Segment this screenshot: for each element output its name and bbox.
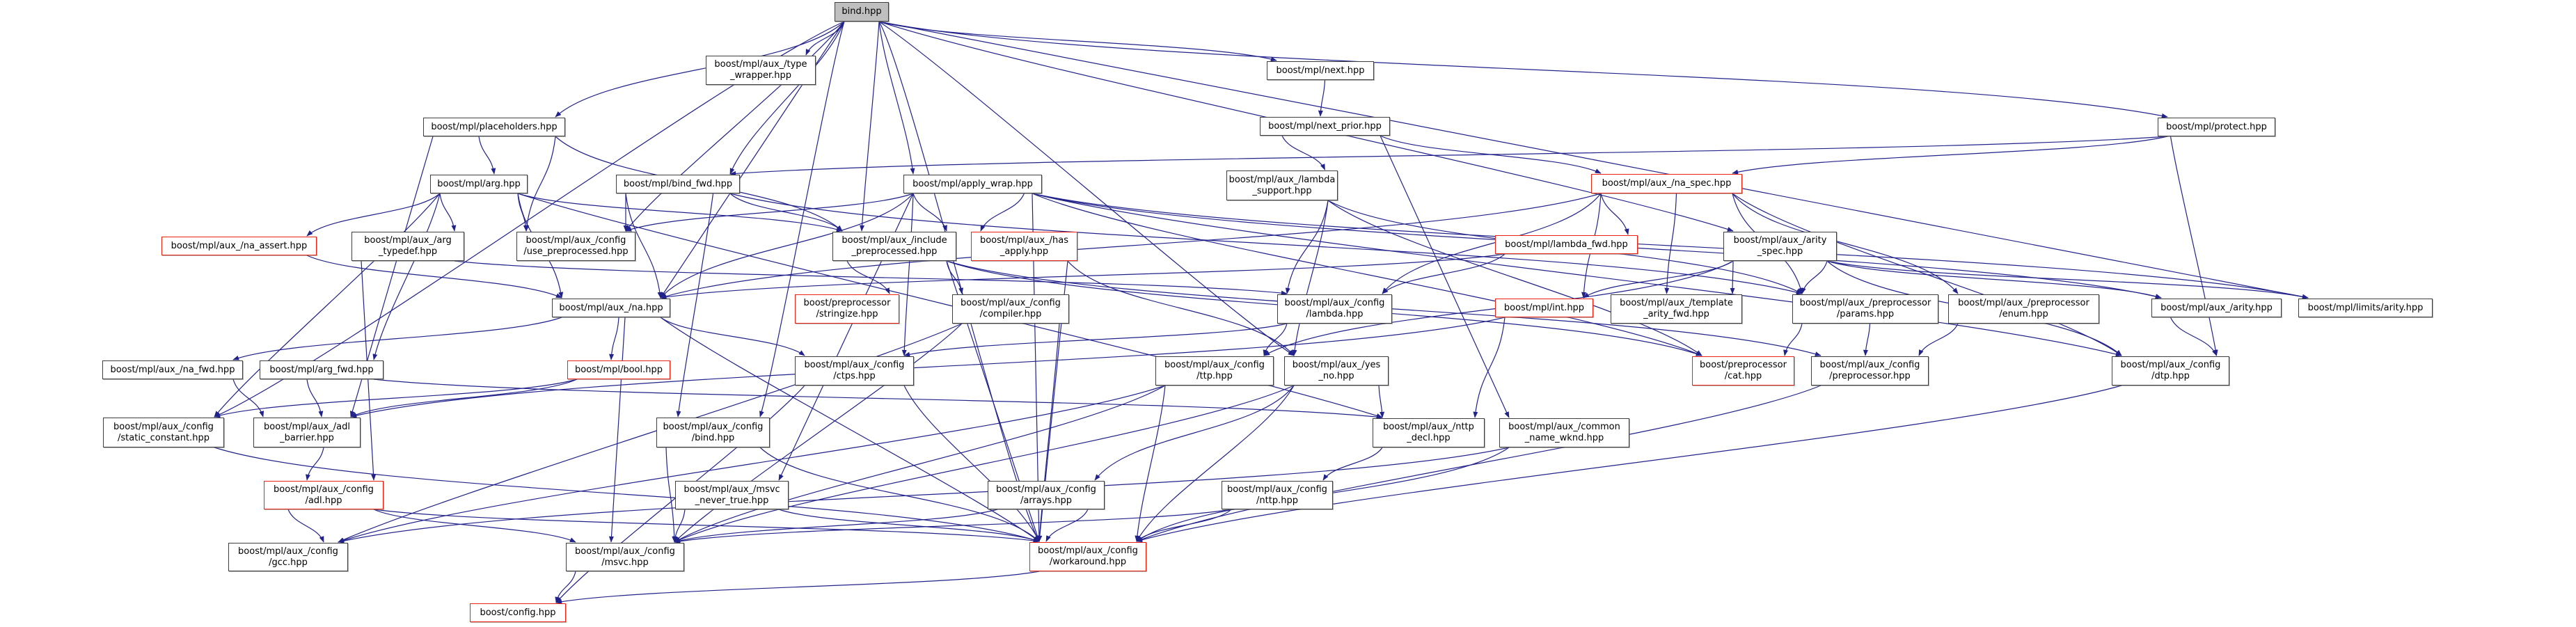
graph-node-limits_arity <box>2298 299 2433 317</box>
include-edge-yes_no-to-msvc <box>674 386 1294 542</box>
graph-node-label: boost/mpl/aux_/config <box>1164 360 1265 371</box>
graph-node-label: boost/mpl/aux_/preprocessor <box>1958 298 2089 309</box>
include-edge-arg-to-arg_fwd <box>374 193 440 360</box>
graph-node-label: boost/mpl/aux_/na_assert.hpp <box>171 240 308 251</box>
include-edge-params-to-config_preprocessor <box>1865 324 1870 356</box>
graph-node-common_name_wknd <box>1499 418 1629 447</box>
include-edge-na_assert-to-na <box>307 255 562 298</box>
graph-node-label: boost/mpl/aux_/config <box>2120 360 2221 371</box>
graph-node-label: boost/mpl/aux_/nttp <box>1383 422 1474 433</box>
graph-node-enum <box>1948 294 2099 324</box>
graph-node-label: boost/mpl/aux_/config <box>238 546 338 557</box>
include-edge-dtp-to-workaround <box>1137 386 2121 541</box>
include-edge-next_prior-to-lambda_support <box>1282 136 1325 170</box>
graph-node-ttp <box>1155 356 1274 386</box>
graph-node-template_arity_fwd <box>1611 294 1742 324</box>
include-edge-apply_wrap-to-ctps <box>904 193 913 356</box>
graph-node-label: _spec.hpp <box>1757 246 1803 257</box>
include-edge-yes_no-to-nttp_decl <box>1379 386 1382 418</box>
graph-node-msvc <box>566 543 684 571</box>
include-edge-workaround-to-config <box>556 571 1039 603</box>
include-edge-next-to-next_prior <box>1320 80 1325 116</box>
graph-node-label: /ttp.hpp <box>1196 371 1233 381</box>
graph-node-label: _support.hpp <box>1252 185 1312 196</box>
graph-node-label: _preprocessed.hpp <box>851 246 938 257</box>
graph-node-label: _apply.hpp <box>999 246 1049 257</box>
graph-node-params <box>1792 294 1938 324</box>
graph-node-label: /cat.hpp <box>1724 371 1762 381</box>
graph-node-na <box>552 299 670 317</box>
graph-node-ctps <box>795 356 914 386</box>
graph-node-label: boost/mpl/apply_wrap.hpp <box>912 178 1033 189</box>
graph-node-has_apply[interactable] <box>971 232 1077 261</box>
graph-node-label: /ctps.hpp <box>833 371 876 381</box>
graph-node-label: /preprocessor.hpp <box>1829 371 1911 381</box>
graph-node-na_fwd <box>102 360 243 379</box>
graph-node-label: /msvc.hpp <box>601 557 649 568</box>
graph-node-adl_barrier <box>253 418 361 447</box>
include-edge-config_bind-to-msvc <box>666 447 674 542</box>
include-edge-config_lambda-to-ttp <box>1264 324 1287 356</box>
include-edge-na-to-msvc <box>611 317 625 542</box>
graph-node-label: boost/mpl/aux_/config <box>1227 484 1327 495</box>
graph-node-msvc_never_true <box>675 481 789 509</box>
graph-node-label: /enum.hpp <box>1999 309 2048 319</box>
include-edge-arrays-to-workaround <box>1046 509 1088 541</box>
graph-node-protect <box>2158 118 2275 136</box>
graph-node-lambda_support <box>1226 170 1338 200</box>
graph-node-label: boost/config.hpp <box>480 607 556 618</box>
graph-node-nttp <box>1222 481 1333 509</box>
graph-node-next <box>1267 61 1374 80</box>
graph-node-label: boost/mpl/aux_/na_fwd.hpp <box>110 364 235 375</box>
graph-node-label: _decl.hpp <box>1407 433 1451 443</box>
graph-node-label: boost/mpl/aux_/adl <box>264 421 350 432</box>
include-edge-bind-to-use_preprocessed <box>623 22 844 231</box>
graph-node-label: /workaround.hpp <box>1049 557 1127 567</box>
graph-node-label: /nttp.hpp <box>1256 495 1298 506</box>
graph-node-placeholders <box>423 118 565 136</box>
graph-node-label: boost/mpl/aux_/common <box>1508 422 1620 433</box>
graph-node-label: /adl.hpp <box>305 495 342 506</box>
graph-node-label: _arity_fwd.hpp <box>1643 309 1709 319</box>
include-edge-bool-to-adl_barrier <box>351 379 577 417</box>
graph-node-label: boost/mpl/arg_fwd.hpp <box>269 364 374 375</box>
include-edge-bind-to-apply_wrap <box>879 22 913 174</box>
graph-node-dtp <box>2112 356 2229 386</box>
graph-node-bool[interactable] <box>567 360 670 379</box>
include-edge-apply_wrap-to-has_apply <box>981 193 1025 231</box>
graph-node-compiler <box>952 294 1069 324</box>
graph-node-label: boost/mpl/bool.hpp <box>575 364 663 375</box>
graph-node-label: boost/mpl/aux_/config <box>575 546 675 557</box>
include-edge-apply_wrap-to-include_preprocessed <box>913 193 947 231</box>
include-edge-na_spec-to-lambda_fwd <box>1601 193 1628 235</box>
graph-node-label: boost/mpl/aux_/config <box>804 360 905 371</box>
graph-node-label: boost/mpl/aux_/yes <box>1292 360 1381 371</box>
include-edge-arity-to-dtp <box>2171 317 2217 356</box>
graph-node-nttp_decl <box>1373 418 1485 447</box>
include-edge-protect-to-dtp <box>2171 136 2217 356</box>
graph-node-arg_fwd <box>260 360 384 379</box>
graph-node-na_assert[interactable] <box>161 237 317 255</box>
include-edge-bind-to-protect <box>879 22 2167 117</box>
graph-node-config_lambda <box>1277 294 1392 324</box>
graph-node-label: boost/mpl/aux_/template <box>1620 298 1733 309</box>
graph-node-include_preprocessed <box>832 232 956 261</box>
graph-node-label: boost/mpl/aux_/config <box>1038 546 1138 557</box>
graph-node-label: boost/mpl/aux_/include <box>841 235 947 246</box>
graph-node-label: boost/mpl/arg.hpp <box>437 178 521 189</box>
graph-node-cat[interactable] <box>1692 356 1794 386</box>
graph-node-arg <box>430 175 528 193</box>
include-edge-protect-to-bind_fwd <box>730 136 2167 174</box>
include-edge-na_fwd-to-adl_barrier <box>233 379 263 417</box>
include-edge-bind_fwd-to-include_preprocessed <box>730 193 842 231</box>
graph-node-static_constant <box>103 418 224 447</box>
graph-node-arrays <box>988 481 1105 509</box>
graph-node-bind_fwd <box>616 175 740 193</box>
graph-node-label: _no.hpp <box>1318 371 1354 381</box>
include-edge-arg_fwd-to-adl_barrier <box>307 379 322 417</box>
include-edge-ctps-to-workaround <box>904 386 1039 541</box>
include-edge-msvc-to-config <box>556 571 576 603</box>
include-edge-arg-to-include_preprocessed <box>518 193 842 231</box>
graph-node-label: /static_constant.hpp <box>118 432 210 443</box>
include-edge-nttp-to-workaround <box>1137 509 1231 541</box>
include-edge-adl-to-gcc <box>288 509 324 542</box>
graph-node-label: _name_wknd.hpp <box>1524 433 1604 443</box>
graph-node-next_prior <box>1260 117 1390 136</box>
include-edge-bool-to-static_constant <box>214 379 577 417</box>
graph-node-label: boost/mpl/placeholders.hpp <box>431 121 558 132</box>
include-edge-config_lambda-to-ctps <box>904 324 1287 356</box>
graph-node-config_bind <box>656 418 770 447</box>
include-edge-yes_no-to-arrays <box>1095 386 1294 480</box>
include-edge-arity_spec-to-template_arity_fwd <box>1732 261 1733 294</box>
graph-node-label: boost/mpl/limits/arity.hpp <box>2307 302 2424 313</box>
graph-node-label: boost/mpl/aux_/config <box>663 421 764 432</box>
include-edge-bind_fwd-to-config_bind <box>678 193 713 417</box>
graph-node-bind <box>835 2 889 22</box>
graph-node-label: _wrapper.hpp <box>730 70 791 81</box>
graph-node-label: _never_true.hpp <box>695 495 769 506</box>
graph-node-label: boost/preprocessor <box>1700 360 1787 371</box>
graph-node-config[interactable] <box>470 603 566 622</box>
include-edge-arg-to-na_assert <box>307 193 440 236</box>
graph-node-label: bind.hpp <box>841 6 882 17</box>
include-edge-nttp_decl-to-nttp <box>1323 447 1382 480</box>
graph-node-label: boost/mpl/next_prior.hpp <box>1268 120 1382 132</box>
graph-node-label: _typedef.hpp <box>378 246 438 257</box>
graph-node-label: /params.hpp <box>1836 309 1895 319</box>
graph-node-arity <box>2151 299 2282 317</box>
graph-node-stringize[interactable] <box>795 294 899 324</box>
include-edge-protect-to-na_spec <box>1732 136 2167 173</box>
graph-node-label: boost/mpl/aux_/na_spec.hpp <box>1602 178 1732 189</box>
include-edge-arity_spec-to-params <box>1802 261 1827 294</box>
graph-node-apply_wrap <box>903 175 1042 193</box>
include-edge-enum-to-config_preprocessor <box>1919 324 1958 356</box>
graph-node-lambda_fwd[interactable] <box>1495 235 1638 254</box>
graph-node-label: boost/mpl/aux_/config <box>996 484 1096 495</box>
graph-node-int[interactable] <box>1495 299 1593 317</box>
graph-node-label: boost/mpl/aux_/type <box>714 59 807 70</box>
graph-node-label: boost/mpl/aux_/na.hpp <box>559 302 663 313</box>
include-edge-bind-to-include_preprocessed <box>862 22 879 231</box>
graph-node-label: boost/mpl/bind_fwd.hpp <box>623 178 733 189</box>
include-edge-na-to-bool <box>611 317 619 360</box>
include-edge-bind-to-workaround <box>879 22 1039 541</box>
graph-node-label: boost/mpl/aux_/config <box>961 298 1061 309</box>
graph-node-label: /dtp.hpp <box>2151 371 2190 381</box>
include-edge-next_prior-to-common_name_wknd <box>1380 136 1509 418</box>
include-edge-adl_barrier-to-adl <box>307 447 324 480</box>
include-edge-na-to-ctps <box>661 317 805 356</box>
graph-node-type_wrapper <box>706 56 816 85</box>
graph-node-label: boost/mpl/next.hpp <box>1276 65 1365 76</box>
graph-node-adl[interactable] <box>264 481 384 509</box>
graph-node-config_preprocessor <box>1811 356 1929 386</box>
graph-node-label: boost/mpl/aux_/has <box>979 235 1069 246</box>
graph-node-gcc <box>228 543 348 571</box>
graph-node-label: boost/mpl/aux_/lambda <box>1228 174 1336 185</box>
include-edge-common_name_wknd-to-gcc <box>338 447 1509 542</box>
graph-node-label: boost/mpl/aux_/arity.hpp <box>2160 302 2273 313</box>
graph-node-label: boost/mpl/aux_/config <box>1819 360 1920 371</box>
include-edge-placeholders-to-arg <box>479 136 494 174</box>
include-edge-arg-to-arg_typedef <box>440 193 455 231</box>
include-edge-arity_spec-to-arity <box>1827 261 2161 298</box>
graph-node-label: boost/mpl/aux_/config <box>274 484 374 495</box>
graph-node-label: _barrier.hpp <box>280 432 334 443</box>
graph-node-label: boost/mpl/aux_/arg <box>364 235 452 246</box>
include-edge-bind-to-next <box>879 22 1277 61</box>
graph-node-label: boost/preprocessor <box>803 298 891 309</box>
include-edge-lambda_fwd-to-na <box>661 254 1505 298</box>
graph-node-label: boost/mpl/lambda_fwd.hpp <box>1505 239 1628 250</box>
graph-node-label: /compiler.hpp <box>979 309 1042 319</box>
graph-node-label: /arrays.hpp <box>1020 495 1073 506</box>
graph-node-label: boost/mpl/aux_/config <box>526 235 626 246</box>
include-edge-na-to-na_fwd <box>233 317 562 360</box>
graph-node-label: /gcc.hpp <box>269 557 308 568</box>
include-edge-params-to-cat <box>1785 324 1802 356</box>
graph-node-arity_spec <box>1723 232 1837 261</box>
graph-node-workaround[interactable] <box>1029 542 1146 571</box>
graph-node-label: boost/mpl/aux_/preprocessor <box>1799 298 1931 309</box>
graph-node-label: boost/mpl/aux_/config <box>113 421 214 432</box>
include-edge-int-to-nttp_decl <box>1475 317 1505 418</box>
include-edge-include_preprocessed-to-compiler <box>947 261 962 294</box>
graph-node-label: boost/mpl/aux_/msvc <box>683 484 780 495</box>
graph-node-na_spec[interactable] <box>1591 174 1742 193</box>
graph-node-label: boost/mpl/aux_/arity <box>1733 235 1827 246</box>
include-edge-msvc_never_true-to-workaround <box>779 509 1039 541</box>
graph-node-label: boost/mpl/int.hpp <box>1503 302 1585 313</box>
graph-node-arg_typedef <box>351 232 464 261</box>
include-edge-placeholders-to-use_preprocessed <box>526 136 555 231</box>
graph-node-label: /use_preprocessed.hpp <box>523 246 629 257</box>
graph-node-label: boost/mpl/protect.hpp <box>2166 121 2267 132</box>
include-edge-na_spec-to-template_arity_fwd <box>1667 193 1677 294</box>
graph-node-use_preprocessed <box>516 232 635 261</box>
include-edge-bind-to-limits_arity <box>879 22 2308 298</box>
graph-node-label: boost/mpl/aux_/config <box>1284 298 1385 309</box>
graph-node-yes_no <box>1284 356 1389 386</box>
graph-node-label: /stringize.hpp <box>816 309 878 319</box>
graph-node-label: /bind.hpp <box>691 432 735 443</box>
graph-node-label: /lambda.hpp <box>1306 309 1364 319</box>
include-edge-adl-to-msvc <box>374 509 576 542</box>
